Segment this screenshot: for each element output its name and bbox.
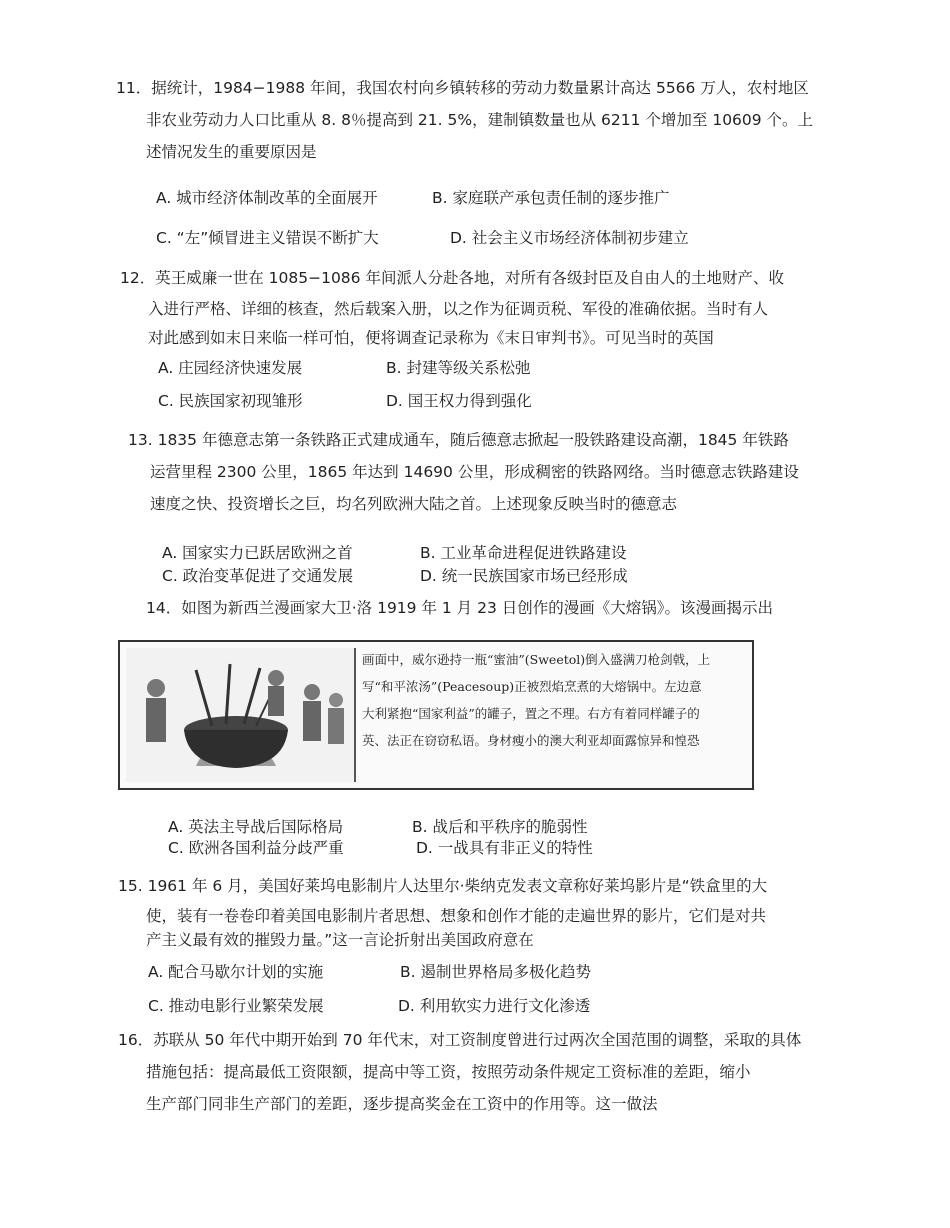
q13-stem-line-2: 运营里程 2300 公里，1865 年达到 14690 公里，形成稠密的铁路网络。当时德意志铁路建设 [150, 463, 799, 481]
q13-option-c: C. 政治变革促进了交通发展 [162, 567, 354, 585]
cartoon-caption-line: 画面中，威尔逊持一瓶“蜜油”(Sweetol)倒入盛满刀枪剑戟，上 [362, 652, 711, 667]
q15-option-d: D. 利用软实力进行文化渗透 [398, 997, 591, 1015]
q13-stem-line-1: 13. 1835 年德意志第一条铁路正式建成通车，随后德意志掀起一股铁路建设高潮，1845 年铁路 [128, 431, 789, 449]
q12-stem-line-1: 12．英王威廉一世在 1085−1086 年间派人分赴各地，对所有各级封臣及自由人的土地财产、收 [120, 269, 784, 287]
q11-option-d: D. 社会主义市场经济体制初步建立 [450, 229, 689, 247]
q15-stem-line-1: 15. 1961 年 6 月，美国好莱坞电影制片人达里尔·柴纳克发表文章称好莱坞影片是“铁盒里的大 [118, 877, 768, 895]
q11-option-a: A. 城市经济体制改革的全面展开 [156, 189, 378, 207]
cartoon-illustration [126, 648, 356, 782]
q12-stem-line-3: 对此感到如末日来临一样可怕，便将调查记录称为《末日审判书》。可见当时的英国 [148, 329, 714, 347]
q15-option-a: A. 配合马歇尔计划的实施 [148, 963, 324, 981]
q16-stem-line-3: 生产部门同非生产部门的差距，逐步提高奖金在工资中的作用等。这一做法 [146, 1095, 658, 1113]
cartoon-caption-line: 大利紧抱“国家利益”的罐子，置之不理。右方有着同样罐子的 [362, 706, 700, 721]
q16-stem-line-2: 措施包括：提高最低工资限额，提高中等工资，按照劳动条件规定工资标准的差距，缩小 [146, 1063, 751, 1081]
q13-option-d: D. 统一民族国家市场已经形成 [420, 567, 628, 585]
cartoon-caption-line: 写“和平浓汤”(Peacesoup)正被烈焰烹煮的大熔锅中。左边意 [362, 679, 702, 694]
cartoon-caption-line: 英、法正在窃窃私语。身材瘦小的澳大利亚却面露惊异和惶恐 [362, 733, 700, 748]
q12-option-a: A. 庄园经济快速发展 [158, 359, 303, 377]
q14-stem-line-1: 14．如图为新西兰漫画家大卫·洛 1919 年 1 月 23 日创作的漫画《大熔锅》。该漫画揭示出 [146, 599, 773, 617]
q11-stem-line-3: 述情况发生的重要原因是 [146, 143, 317, 161]
q13-stem-line-3: 速度之快、投资增长之巨，均名列欧洲大陆之首。上述现象反映当时的德意志 [150, 495, 678, 513]
melting-pot-drawing [126, 648, 354, 782]
q15-option-b: B. 遏制世界格局多极化趋势 [400, 963, 591, 981]
q12-option-d: D. 国王权力得到强化 [386, 392, 532, 410]
q15-stem-line-2: 使，装有一卷卷印着美国电影制片者思想、想象和创作才能的走遍世界的影片，它们是对共 [146, 907, 767, 925]
q15-option-c: C. 推动电影行业繁荣发展 [148, 997, 324, 1015]
q12-option-b: B. 封建等级关系松弛 [386, 359, 531, 377]
q11-option-b: B. 家庭联产承包责任制的逐步推广 [432, 189, 670, 207]
q15-stem-line-3: 产主义最有效的摧毁力量。”这一言论折射出美国政府意在 [146, 931, 534, 949]
q11-stem-line-1: 11．据统计，1984−1988 年间，我国农村向乡镇转移的劳动力数量累计高达 5566 万人，农村地区 [116, 79, 809, 97]
cartoon-figure [118, 640, 754, 790]
q14-option-b: B. 战后和平秩序的脆弱性 [412, 818, 588, 836]
q14-option-d: D. 一战具有非正义的特性 [416, 839, 593, 857]
q12-option-c: C. 民族国家初现雏形 [158, 392, 303, 410]
q13-option-b: B. 工业革命进程促进铁路建设 [420, 544, 627, 562]
q13-option-a: A. 国家实力已跃居欧洲之首 [162, 544, 353, 562]
q11-option-c: C. “左”倾冒进主义错误不断扩大 [156, 229, 379, 247]
q16-stem-line-1: 16．苏联从 50 年代中期开始到 70 年代末，对工资制度曾进行过两次全国范围的调整，采取的具体 [118, 1031, 802, 1049]
cartoon-caption [358, 646, 750, 786]
q14-option-c: C. 欧洲各国利益分歧严重 [168, 839, 344, 857]
q12-stem-line-2: 入进行严格、详细的核查，然后载案入册，以之作为征调贡税、军役的准确依据。当时有人 [148, 300, 769, 318]
q14-option-a: A. 英法主导战后国际格局 [168, 818, 344, 836]
q11-stem-line-2: 非农业劳动力人口比重从 8. 8％提高到 21. 5%，建制镇数量也从 6211 个增加至 10609 个。上 [146, 111, 814, 129]
